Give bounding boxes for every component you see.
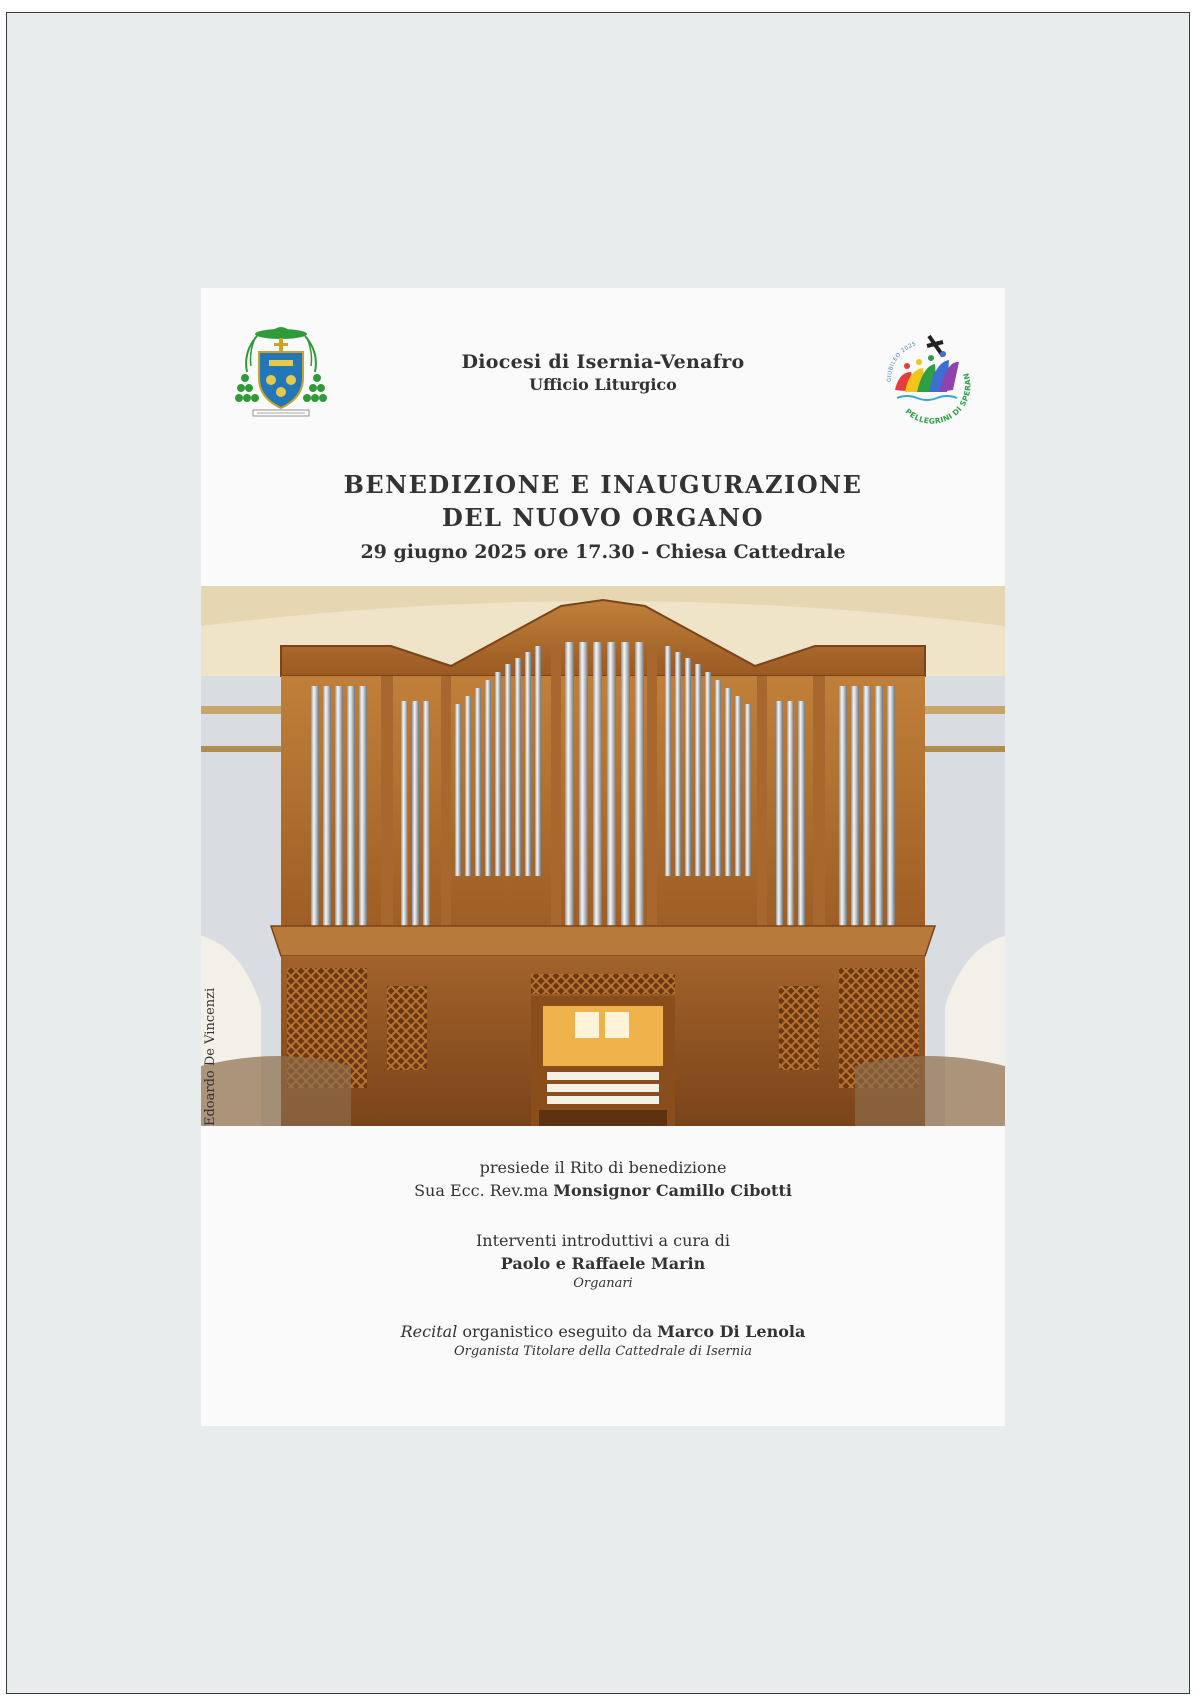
interventions-intro: Interventi introduttivi a cura di [475, 1231, 731, 1250]
title-line-2: DEL NUOVO ORGANO [442, 503, 764, 532]
office-name: Ufficio Liturgico [529, 375, 677, 394]
title-line-1: BENEDIZIONE E INAUGURAZIONE [343, 470, 863, 499]
event-title [241, 468, 965, 568]
event-date-place: 29 giugno 2025 ore 17.30 - Chiesa Cattedrale [360, 541, 846, 563]
presides-prefix: Sua Ecc. Rev.ma [414, 1181, 554, 1200]
pipe-field-right-inner [776, 701, 805, 926]
event-poster [201, 288, 1005, 1426]
jubilee-motto-text: PELLEGRINI DI SPERAN [903, 371, 973, 426]
recital-line [241, 1320, 965, 1343]
jubilee-2025-logo-icon [877, 326, 977, 426]
pipe-field-left-inner [401, 701, 430, 926]
presides-intro: presiede il Rito di benedizione [479, 1158, 727, 1177]
presides-line [241, 1179, 965, 1202]
page-frame [6, 12, 1190, 1694]
interventions-role: Organari [573, 1276, 633, 1291]
recital-word: Recital [400, 1322, 458, 1341]
episcopal-crest-icon [235, 322, 327, 422]
jubilee-arc-text: GIUBILEO 2025 [886, 341, 918, 383]
photo-credit: Edoardo De Vincenzi [203, 987, 218, 1126]
presides-name: Monsignor Camillo Cibotti [553, 1181, 792, 1200]
diocese-name: Diocesi di Isernia-Venafro [461, 351, 745, 373]
event-details [241, 1156, 965, 1361]
recital-middle: organistico eseguito da [457, 1322, 658, 1341]
pipe-organ-photo [201, 586, 1005, 1126]
recital-name: Marco Di Lenola [657, 1322, 806, 1341]
recital-role: Organista Titolare della Cattedrale di Isernia [453, 1344, 752, 1359]
interventions-names: Paolo e Raffaele Marin [500, 1254, 706, 1273]
header [351, 350, 855, 396]
